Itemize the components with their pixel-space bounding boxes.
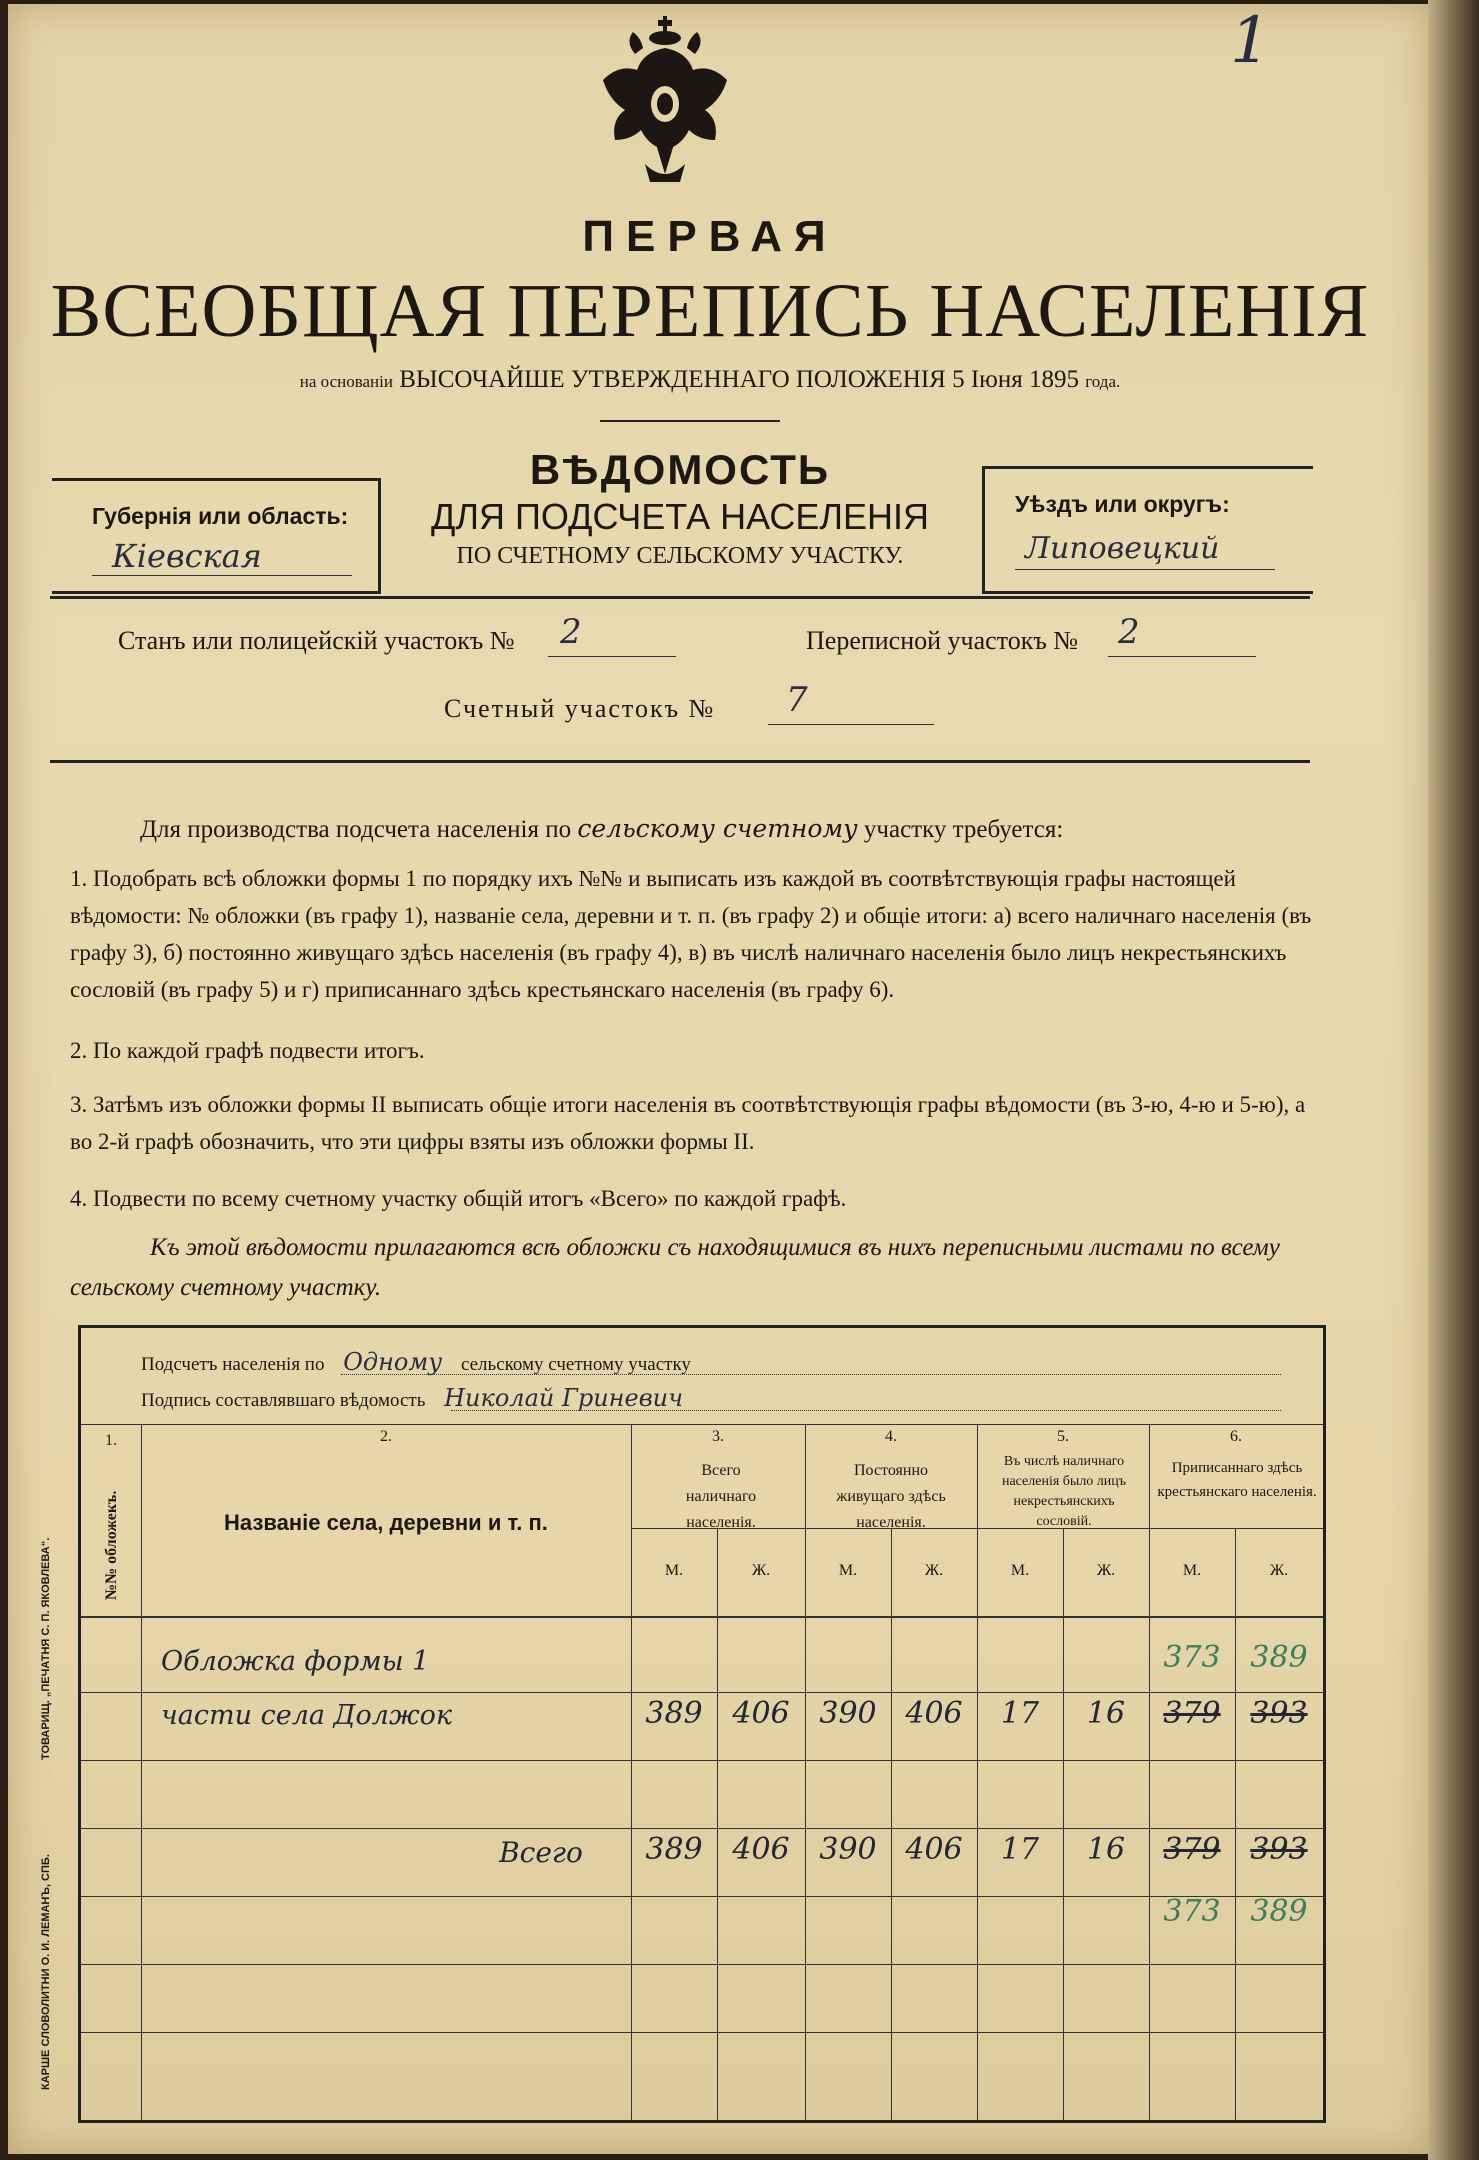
schet-line [768, 724, 934, 725]
total-col5-m: 17 [1000, 1832, 1040, 1867]
gubernia-label: Губернія или область: [92, 503, 349, 529]
title-first: ПЕРВАЯ [582, 212, 838, 261]
grid-line [81, 1616, 1323, 1618]
row1-col6-m: 373 [1163, 1640, 1221, 1675]
total-col3-m: 389 [645, 1832, 703, 1867]
fields-rule [50, 760, 1310, 763]
corrected-col6-m: 373 [1163, 1894, 1221, 1929]
podschet-value: Одному [343, 1348, 443, 1376]
grid-line [81, 1760, 1323, 1761]
gubernia-line [92, 575, 352, 576]
subtitle-suffix: года. [1085, 372, 1121, 391]
col-number-4: 4. [885, 1428, 897, 1445]
perepis-line [1108, 656, 1256, 657]
grid-line [81, 1424, 1323, 1425]
podpis-line [451, 1410, 1281, 1411]
total-col3-zh: 406 [732, 1832, 790, 1867]
intro-italic: сельскому счетному [577, 814, 858, 843]
row2-col6-zh: 393 [1250, 1696, 1308, 1731]
podschet-label-b: сельскому счетному участку [460, 1354, 691, 1375]
instruction-item-3: 3. Затѣмъ изъ обложки формы II выписать общіе итоги населенія въ соотвѣтствующія графы вѣдомости (въ 3-ю, 4-ю и 5-ю), а во 2-й графѣ обозначить, что эти цифры взяты изъ обложки формы II. [70, 1092, 1306, 1154]
instruction-item-1: 1. Подобрать всѣ обложки формы 1 по порядку ихъ №№ и выписать изъ каждой въ соотвѣтствующія графы настоящей вѣдомости: № обложки (въ графу 1), названіе села, деревни и т. п. (въ графу 2) и общіе итоги: а) всего наличнаго населенія (въ графу 3), б) постоянно живущаго здѣсь населенія (въ графу 4), в) въ числѣ наличнаго населенія было лицъ некрестьянскихъ сословій (въ графу 5) и г) приписаннаго здѣсь крестьянскаго населенія (въ графу 6). [70, 866, 1312, 1002]
col1-header: №№ обложекъ. [103, 1490, 120, 1600]
form-title: ВѢДОМОСТЬ [529, 446, 831, 493]
col3-header: Всего наличнаго населенія. [685, 1462, 757, 1531]
row2-col3-zh: 406 [732, 1696, 790, 1731]
grid-line [717, 1528, 718, 2120]
grid-line [81, 1964, 1323, 1965]
total-label: Всего [499, 1836, 583, 1869]
grid-line [1149, 1424, 1150, 2120]
col6-header: Приписаннаго здѣсь крестьянскаго населенія. [1157, 1460, 1317, 1500]
grid-line [81, 2032, 1323, 2033]
total-col6-zh: 393 [1250, 1832, 1308, 1867]
gubernia-box [52, 478, 381, 594]
perepis-value: 2 [1118, 612, 1140, 652]
intro-text-b: участку требуется: [863, 816, 1064, 843]
schet-label: Счетный участокъ № [444, 694, 716, 723]
grid-line [891, 1528, 892, 2120]
subtitle [0, 366, 1420, 394]
col-number-3: 3. [712, 1428, 724, 1445]
m-label: М. [664, 1562, 684, 1579]
col5-header: Въ числѣ наличнаго населенія было лицъ некрестьянскихъ сословій. [1001, 1454, 1127, 1529]
instruction-item-2: 2. По каждой графѣ подвести итогъ. [70, 1038, 425, 1063]
grid-line [81, 1896, 1323, 1897]
row2-col4-zh: 406 [905, 1696, 963, 1731]
row2-col6-m: 379 [1163, 1696, 1221, 1731]
row2-col5-m: 17 [1000, 1696, 1040, 1731]
sheet-number: 1 [1230, 4, 1271, 78]
zh-label: Ж. [751, 1562, 771, 1579]
grid-line [81, 1828, 1323, 1829]
form-subtitle: ДЛЯ ПОДСЧЕТА НАСЕЛЕНІЯ [431, 496, 929, 537]
m-label: М. [1010, 1562, 1030, 1579]
col-number-6: 6. [1230, 1428, 1242, 1445]
col-number-1: 1. [105, 1432, 117, 1449]
imperial-eagle-icon [590, 14, 740, 189]
instruction-item-4: 4. Подвести по всему счетному участку общій итогъ «Всего» по каждой графѣ. [70, 1186, 847, 1211]
podpis-value: Николай Гриневич [444, 1384, 684, 1412]
total-col4-zh: 406 [905, 1832, 963, 1867]
attachment-note: Къ этой вѣдомости прилагаются всѣ обложки съ находящимися въ нихъ переписными листами по всему сельскому счетному участку. [70, 1234, 1280, 1301]
grid-line [805, 1424, 806, 2120]
subtitle-main: ВЫСОЧАЙШЕ УТВЕРЖДЕННАГО ПОЛОЖЕНІЯ 5 Іюня 1895 [399, 366, 1079, 393]
podschet-line [341, 1374, 1281, 1375]
col-number-5: 5. [1057, 1428, 1069, 1445]
stan-label: Станъ или полицейскій участокъ № [118, 626, 515, 655]
zh-label: Ж. [1096, 1562, 1116, 1579]
row1-col6-zh: 389 [1250, 1640, 1308, 1675]
header-rule [50, 596, 1310, 599]
stan-value: 2 [560, 612, 582, 652]
divider [600, 420, 780, 422]
gubernia-value: Кіевская [112, 537, 262, 575]
uezd-line [1015, 569, 1275, 570]
m-label: М. [1182, 1562, 1202, 1579]
row2-col4-m: 390 [819, 1696, 877, 1731]
uezd-value: Липовецкий [1025, 531, 1220, 566]
podschet-label: Подсчетъ населенія по [141, 1354, 325, 1375]
intro-text-a: Для производства подсчета населенія по [140, 816, 572, 843]
stan-line [548, 656, 676, 657]
title-main: ВСЕОБЩАЯ ПЕРЕПИСЬ НАСЕЛЕНІЯ [50, 269, 1370, 353]
grid-line [1063, 1528, 1064, 2120]
row2-name: части села Должок [161, 1700, 453, 1731]
uezd-label: Уѣздъ или округъ: [1015, 491, 1230, 517]
col2-header: Названіе села, деревни и т. п. [224, 1510, 548, 1535]
podpis-label: Подпись составлявшаго вѣдомость [141, 1390, 426, 1411]
total-col4-m: 390 [819, 1832, 877, 1867]
total-col6-m: 379 [1163, 1832, 1221, 1867]
row2-col3-m: 389 [645, 1696, 703, 1731]
corrected-col6-zh: 389 [1250, 1894, 1308, 1929]
page-edge [1428, 0, 1479, 2160]
subtitle-prefix: на основаніи [299, 372, 393, 391]
row2-col5-zh: 16 [1086, 1696, 1126, 1731]
perepis-label: Переписной участокъ № [806, 626, 1079, 655]
grid-line [81, 1692, 1323, 1693]
m-label: М. [838, 1562, 858, 1579]
zh-label: Ж. [924, 1562, 944, 1579]
grid-line [977, 1424, 978, 2120]
col-number-2: 2. [380, 1428, 392, 1445]
printer-mark-2: КАРШЕ СЛОВОЛИТНИ О. И. ЛЕМАНЪ, СПБ. [40, 1854, 52, 2090]
instructions-intro [70, 810, 1320, 848]
col4-header: Постоянно живущаго здѣсь населенія. [836, 1462, 946, 1531]
zh-label: Ж. [1269, 1562, 1289, 1579]
podpis-row [141, 1384, 683, 1412]
uezd-box [982, 466, 1313, 594]
grid-line [631, 1424, 632, 2120]
form-subtitle-2: ПО СЧЕТНОМУ СЕЛЬСКОМУ УЧАСТКУ. [456, 543, 904, 569]
grid-line [1235, 1528, 1236, 2120]
schet-value: 7 [786, 680, 808, 720]
census-table [78, 1325, 1326, 2123]
total-col5-zh: 16 [1086, 1832, 1126, 1867]
row1-name: Обложка формы 1 [161, 1646, 430, 1677]
podschet-row [141, 1348, 691, 1376]
printer-mark-1: ТОВАРИЩ. „ПЕЧАТНЯ С. П. ЯКОВЛЕВА“. [40, 1537, 52, 1760]
